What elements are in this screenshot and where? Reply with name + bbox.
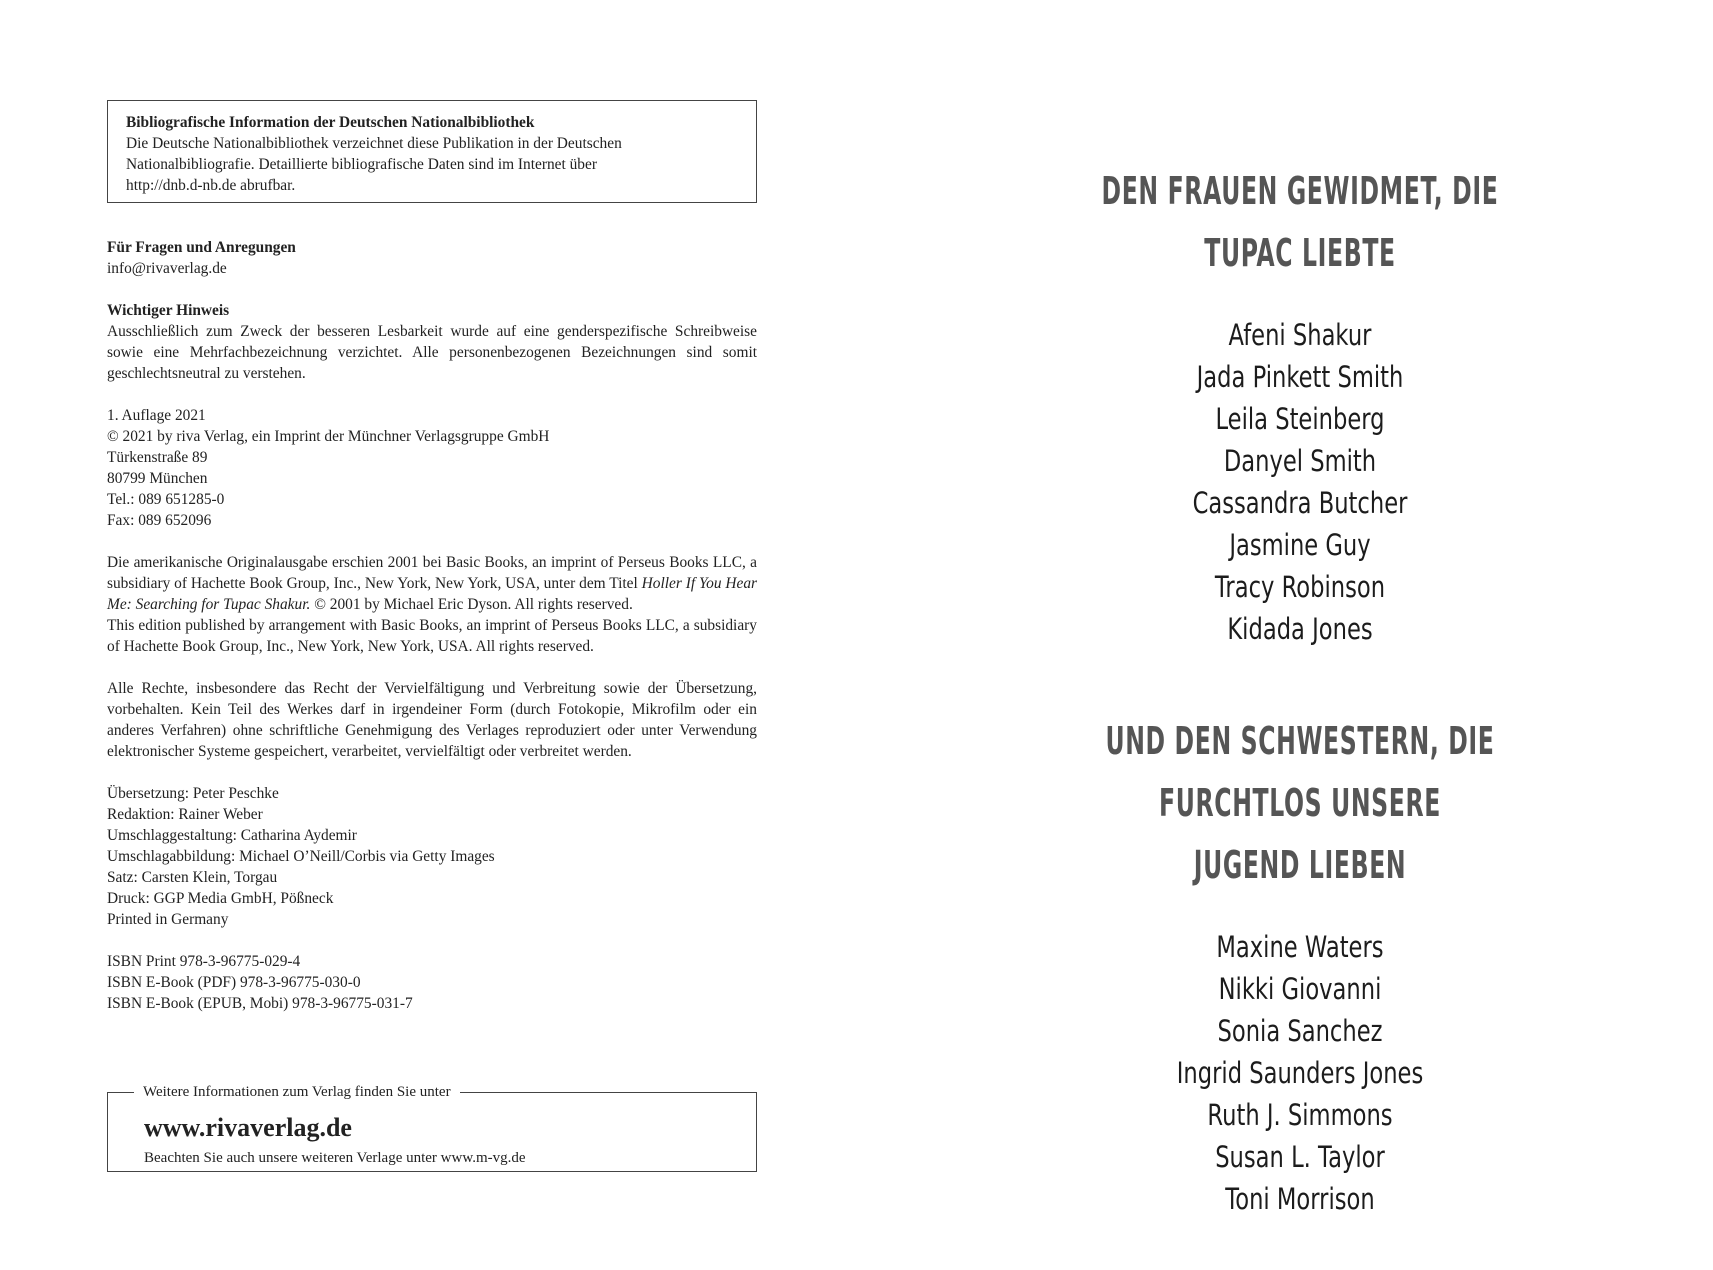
notice-text: Ausschließlich zum Zweck der besseren Lesbarkeit wurde auf eine genderspezifische Schreibweise sowie eine Mehrfachbezeichnung verzichtet. Alle personenbezogenen Bezeichnungen sind somit geschlechtsneutral zu verstehen.: [107, 323, 757, 382]
dedication-name: Tracy Robinson: [1214, 570, 1386, 604]
web-box-legend: Weitere Informationen zum Verlag finden Sie unter: [134, 1082, 460, 1102]
dedication-page: [970, 160, 1630, 1220]
dedication-heading-2-line-2: JUGEND LIEBEN: [1193, 843, 1407, 887]
credit-line: Umschlaggestaltung: Catharina Aydemir: [107, 827, 357, 844]
notice-title: Wichtiger Hinweis: [107, 302, 230, 319]
dedication-name: Ingrid Saunders Jones: [1176, 1056, 1424, 1090]
credits-block: [107, 783, 757, 930]
credit-line: Umschlagabbildung: Michael O’Neill/Corbis via Getty Images: [107, 848, 495, 865]
original-text: Die amerikanische Originalausgabe erschien 2001 bei Basic Books, an imprint of Perseus Books LLC, a subsidiary of Hachette Book Group, Inc., New York, New York, USA, unter dem Titel: [107, 554, 757, 592]
dedication-name: Kidada Jones: [1227, 612, 1373, 646]
dedication-name: Jasmine Guy: [1229, 528, 1371, 562]
credit-line: Redaktion: Rainer Weber: [107, 806, 263, 823]
original-edition-block: [107, 552, 757, 657]
credit-line: Satz: Carsten Klein, Torgau: [107, 869, 278, 886]
biblio-line: Nationalbibliografie. Detaillierte bibliografische Daten sind im Internet über: [126, 156, 597, 173]
publisher-block: [107, 405, 757, 531]
dedication-name: Ruth J. Simmons: [1207, 1098, 1393, 1132]
biblio-title: Bibliografische Information der Deutschen Nationalbibliothek: [126, 114, 535, 131]
dedication-name: Danyel Smith: [1223, 444, 1377, 478]
dedication-heading-2: [1095, 710, 1504, 896]
dedication-heading-1: DEN FRAUEN GEWIDMET, DIE TUPAC LIEBTE: [1101, 169, 1499, 275]
credit-line: Printed in Germany: [107, 911, 229, 928]
dedication-name: Nikki Giovanni: [1218, 972, 1382, 1006]
street-line: Türkenstraße 89: [107, 449, 208, 466]
dedication-name: Sonia Sanchez: [1217, 1014, 1383, 1048]
web-box-note: Beachten Sie auch unsere weiteren Verlage unter www.m-vg.de: [144, 1150, 526, 1166]
rights-text: Alle Rechte, insbesondere das Recht der Vervielfältigung und Verbreitung sowie der Übersetzung, vorbehalten. Kein Teil des Werkes darf in irgendeiner Form (durch Fotokopie, Mikrofilm oder ein anderes Verfahren) ohne schriftliche Genehmigung des Verlages reproduziert oder unter Verwendung elektronischer Systeme gespeichert, verarbeitet, vervielfältigt oder verbreitet werden.: [107, 680, 757, 760]
dedication-name: Leila Steinberg: [1215, 402, 1385, 436]
contact-title: Für Fragen und Anregungen: [107, 239, 296, 256]
notice-block: [107, 300, 757, 384]
isbn-block: [107, 951, 757, 1014]
original-copyright: © 2001 by Michael Eric Dyson. All rights reserved.: [314, 596, 633, 613]
city-line: 80799 München: [107, 470, 208, 487]
dedication-name: Maxine Waters: [1216, 930, 1384, 964]
edition-line: 1. Auflage 2021: [107, 407, 206, 424]
copyright-line: © 2021 by riva Verlag, ein Imprint der Münchner Verlagsgruppe GmbH: [107, 428, 550, 445]
isbn-line: ISBN Print 978-3-96775-029-4: [107, 953, 301, 970]
edition-arrangement-text: This edition published by arrangement with Basic Books, an imprint of Perseus Books LLC, a subsidiary of Hachette Book Group, Inc., New York, New York, USA. All rights reserved.: [107, 617, 757, 655]
biblio-line: Die Deutsche Nationalbibliothek verzeichnet diese Publikation in der Deutschen: [126, 135, 622, 152]
dedication-name: Cassandra Butcher: [1192, 486, 1408, 520]
dedication-name: Toni Morrison: [1225, 1182, 1375, 1216]
dedication-name: Afeni Shakur: [1228, 318, 1372, 352]
isbn-line: ISBN E-Book (PDF) 978-3-96775-030-0: [107, 974, 361, 991]
phone-line: Tel.: 089 651285-0: [107, 491, 225, 508]
contact-block: [107, 237, 757, 279]
bibliographic-info-box: [107, 100, 757, 203]
biblio-line: http://dnb.d-nb.de abrufbar.: [126, 177, 296, 194]
dedication-name: Jada Pinkett Smith: [1196, 360, 1404, 394]
isbn-line: ISBN E-Book (EPUB, Mobi) 978-3-96775-031-7: [107, 995, 413, 1012]
dedication-names-1: [970, 314, 1630, 650]
credit-line: Druck: GGP Media GmbH, Pößneck: [107, 890, 334, 907]
imprint-page: [107, 100, 757, 1014]
fax-line: Fax: 089 652096: [107, 512, 212, 529]
dedication-names-2: [970, 926, 1630, 1220]
publisher-web-box: [107, 1084, 757, 1172]
publisher-website-link[interactable]: www.rivaverlag.de: [144, 1113, 352, 1142]
dedication-heading-2-line-1: UND DEN SCHWESTERN, DIE FURCHTLOS UNSERE: [1105, 719, 1495, 825]
original-book-title: Holler If You Hear Me: Searching for Tupac Shakur.: [107, 575, 758, 613]
dedication-name: Susan L. Taylor: [1215, 1140, 1385, 1174]
credit-line: Übersetzung: Peter Peschke: [107, 785, 279, 802]
contact-email: info@rivaverlag.de: [107, 260, 227, 277]
